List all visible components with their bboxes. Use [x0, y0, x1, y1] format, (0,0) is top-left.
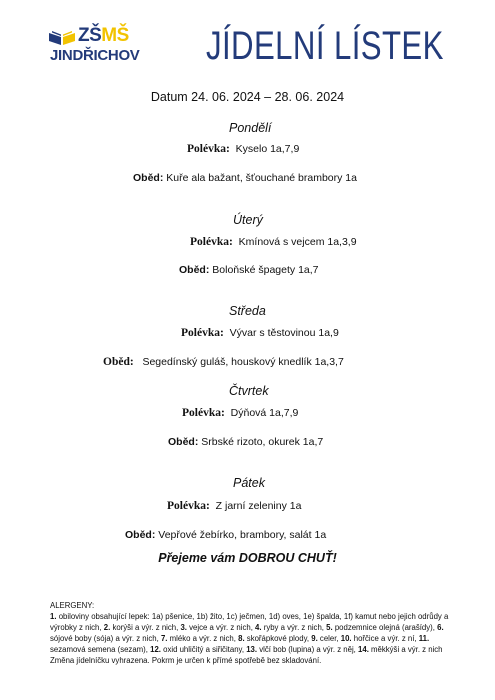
- allergen-text: korýši a výr. z nich,: [112, 623, 179, 632]
- allergen-num: 9.: [311, 634, 318, 643]
- day-tuesday: Úterý: [233, 213, 263, 227]
- allergen-text: skořápkové plody,: [246, 634, 310, 643]
- main-label: Oběd:: [179, 264, 210, 276]
- allergen-num: 4.: [255, 623, 262, 632]
- allergen-num: 10.: [340, 634, 352, 643]
- allergen-num: 8.: [238, 634, 245, 643]
- allergen-num: 12.: [150, 645, 161, 654]
- allergens-note: Změna jídelníčku vyhrazena. Pokrm je určen k přímé spotřebě bez skladování.: [50, 656, 322, 665]
- soup-label: Polévka:: [190, 236, 233, 248]
- allergen-text: vlčí bob (lupina) a výr. z něj,: [259, 645, 356, 654]
- allergen-num: 13.: [246, 645, 258, 654]
- allergen-num: 14.: [358, 645, 369, 654]
- allergen-text: mléko a výr. z nich,: [169, 634, 236, 643]
- soup-label: Polévka:: [181, 327, 224, 339]
- soup-label: Polévka:: [167, 500, 210, 512]
- allergen-text: sezamová semena (sezam),: [50, 645, 148, 654]
- main-label: Oběd:: [133, 172, 164, 184]
- soup-text: Vývar s těstovinou 1a,9: [229, 327, 339, 339]
- allergen-text: oxid uhličitý a siřičitany,: [163, 645, 245, 654]
- allergen-num: 7.: [160, 634, 168, 643]
- soup-tuesday: [190, 236, 357, 248]
- main-text: Segedínský guláš, houskový knedlík 1a,3,7: [142, 356, 344, 368]
- allergen-text: hořčice a výr. z ní,: [353, 634, 417, 643]
- day-monday: Pondělí: [229, 121, 272, 135]
- logo-zs: ZŠ: [78, 25, 102, 46]
- day-friday: Pátek: [233, 476, 265, 490]
- soup-text: Dýňová 1a,7,9: [230, 407, 299, 419]
- allergen-text: podzemnice olejná (arašídy),: [334, 623, 435, 632]
- allergens-block: [50, 600, 450, 666]
- main-label: Oběd:: [168, 436, 199, 448]
- page-title: JÍDELNÍ LÍSTEK: [206, 24, 444, 68]
- soup-text: Z jarní zeleniny 1a: [215, 500, 302, 512]
- main-thursday: [168, 436, 323, 448]
- allergen-text: měkkýši a výr. z nich: [371, 645, 443, 654]
- book-logo-icon: [48, 28, 76, 46]
- date-range: Datum 24. 06. 2024 – 28. 06. 2024: [150, 90, 345, 104]
- allergen-num: 11.: [418, 634, 430, 643]
- allergen-text: sójové boby (sója) a výr. z nich,: [50, 634, 159, 643]
- main-monday: [133, 172, 357, 184]
- allergen-text: vejce a výr. z nich,: [189, 623, 253, 632]
- main-tuesday: [179, 264, 319, 276]
- allergen-text: obiloviny obsahující lepek: 1a) pšenice, 1b) žito, 1c) ječmen, 1d) oves, 1e) špalda, 1f) kamut nebo jejich odrůdy a výrobky z nich,: [50, 612, 449, 632]
- logo-ms: MŠ: [101, 25, 129, 46]
- school-logo: [48, 26, 138, 70]
- main-label: Oběd:: [125, 529, 156, 541]
- closing-wish: Přejeme vám DOBROU CHUŤ!: [158, 551, 337, 565]
- main-friday: [125, 529, 326, 541]
- allergen-text: ryby a výr. z nich,: [263, 623, 324, 632]
- allergen-text: celer,: [319, 634, 339, 643]
- allergens-list: [50, 611, 450, 655]
- soup-monday: [187, 143, 299, 155]
- allergen-num: 1.: [50, 612, 57, 621]
- soup-wednesday: [181, 327, 339, 339]
- main-label: Oběd:: [103, 356, 134, 368]
- soup-label: Polévka:: [182, 407, 225, 419]
- logo-city: JINDŘICHOV: [50, 47, 140, 64]
- allergen-num: 3.: [180, 623, 187, 632]
- main-text: Srbské rizoto, okurek 1a,7: [201, 436, 324, 448]
- main-text: Vepřové žebírko, brambory, salát 1a: [158, 529, 327, 541]
- logo-school-abbr: [78, 26, 129, 46]
- main-text: Kuře ala bažant, šťouchané brambory 1a: [166, 172, 357, 184]
- main-wednesday: [103, 356, 344, 368]
- soup-friday: [167, 500, 301, 512]
- allergen-num: 5.: [326, 623, 333, 632]
- soup-text: Kmínová s vejcem 1a,3,9: [238, 236, 357, 248]
- allergen-num: 2.: [103, 623, 111, 632]
- soup-label: Polévka:: [187, 143, 230, 155]
- allergen-num: 6.: [437, 623, 444, 632]
- main-text: Boloňské špagety 1a,7: [212, 264, 319, 276]
- soup-text: Kyselo 1a,7,9: [235, 143, 300, 155]
- soup-thursday: [182, 407, 298, 419]
- allergens-heading: ALERGENY:: [50, 601, 95, 610]
- day-wednesday: Středa: [229, 304, 266, 318]
- day-thursday: Čtvrtek: [229, 384, 269, 398]
